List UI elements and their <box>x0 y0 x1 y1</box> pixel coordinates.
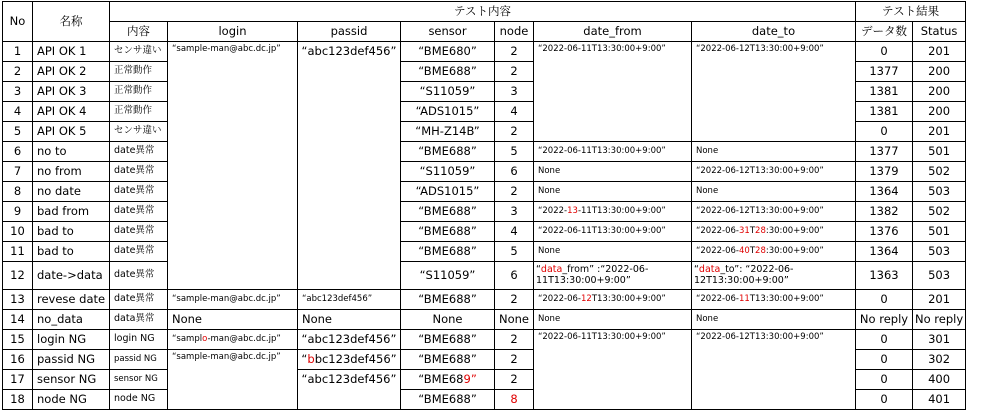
cell-date-from: None <box>534 310 692 330</box>
cell-status: 400 <box>913 370 966 390</box>
cell-node: 3 <box>495 82 534 102</box>
passid-text: bc123def456” <box>314 352 397 367</box>
table-row <box>3 290 966 310</box>
cell-count: 0 <box>856 122 913 142</box>
cell-status: 503 <box>913 262 966 290</box>
header-date-from: date_from <box>534 22 692 42</box>
cell-sensor: “MH-Z14B” <box>401 122 495 142</box>
date-text: -11T13:30:00+9:00” <box>577 205 666 216</box>
table-row <box>3 142 966 162</box>
header-passid: passid <box>298 22 401 42</box>
sensor-text: “BME68 <box>418 372 464 387</box>
cell-sensor: “BME688” <box>401 202 495 222</box>
cell-status: 302 <box>913 350 966 370</box>
cell-status: 501 <box>913 222 966 242</box>
header-date-to: date_to <box>692 22 856 42</box>
error-highlight: 9” <box>463 372 477 387</box>
cell-date-to: “2022-06-12T13:30:00+9:00” <box>692 42 856 142</box>
cell-content: login NG <box>110 330 168 350</box>
error-highlight: 40 <box>739 245 750 256</box>
cell-status: 401 <box>913 390 966 410</box>
cell-sensor: None <box>401 310 495 330</box>
cell-count: 1377 <box>856 142 913 162</box>
date-text: “ <box>694 263 699 275</box>
error-highlight: data <box>540 263 563 275</box>
date-text: “2022-06- <box>696 225 739 236</box>
cell-status: No reply <box>913 310 966 330</box>
cell-name: API OK 5 <box>33 122 110 142</box>
cell-name: sensor NG <box>33 370 110 390</box>
cell-no: 10 <box>3 222 33 242</box>
cell-count: 1364 <box>856 182 913 202</box>
cell-content: date異常 <box>110 222 168 242</box>
cell-content: sensor NG <box>110 370 168 390</box>
cell-no: 11 <box>3 242 33 262</box>
cell-date-to: None <box>692 310 856 330</box>
cell-date-from: None <box>534 162 692 182</box>
error-highlight: o <box>202 333 208 344</box>
date-text: :30:00+9:00” <box>765 245 824 256</box>
table-row <box>3 330 966 350</box>
cell-no: 15 <box>3 330 33 350</box>
login-text: -man@abc.dc.jp” <box>207 333 281 344</box>
cell-no: 14 <box>3 310 33 330</box>
cell-date-from: “2022-06-11T13:30:00+9:00” <box>534 42 692 142</box>
cell-name: bad to <box>33 242 110 262</box>
cell-passid: “abc123def456” <box>298 290 401 310</box>
cell-name: date->data <box>33 262 110 290</box>
cell-content: date異常 <box>110 290 168 310</box>
cell-sensor <box>401 370 495 390</box>
cell-content: センサ違い <box>110 122 168 142</box>
cell-sensor: “ADS1015” <box>401 102 495 122</box>
cell-count: 1381 <box>856 82 913 102</box>
cell-content: passid NG <box>110 350 168 370</box>
date-text: T <box>749 225 756 236</box>
cell-no: 9 <box>3 202 33 222</box>
date-text: _from” :“2022-06-11T13:30:00+9:00” <box>536 263 649 286</box>
cell-status: 201 <box>913 290 966 310</box>
cell-date-to <box>692 290 856 310</box>
api-test-table <box>2 1 966 410</box>
cell-date-to: None <box>692 182 856 202</box>
cell-sensor: “BME680” <box>401 42 495 62</box>
passid-text: “ <box>301 352 308 367</box>
cell-date-to <box>692 262 856 290</box>
table-row <box>3 42 966 62</box>
header-login: login <box>168 22 298 42</box>
cell-count: 1363 <box>856 262 913 290</box>
cell-node: 2 <box>495 182 534 202</box>
cell-content: センサ違い <box>110 42 168 62</box>
header-name: 名称 <box>33 2 110 42</box>
cell-content: date異常 <box>110 142 168 162</box>
cell-date-from: “2022-06-11T13:30:00+9:00” <box>534 142 692 162</box>
cell-status: 200 <box>913 82 966 102</box>
cell-status: 503 <box>913 242 966 262</box>
cell-node: 6 <box>495 262 534 290</box>
date-text: “ <box>536 263 541 275</box>
cell-node: 2 <box>495 350 534 370</box>
cell-status: 201 <box>913 42 966 62</box>
cell-node: 5 <box>495 142 534 162</box>
cell-sensor: “S11059” <box>401 262 495 290</box>
cell-sensor: “BME688” <box>401 290 495 310</box>
cell-date-to: “2022-06-12T13:30:00+9:00” <box>692 162 856 182</box>
cell-name: bad to <box>33 222 110 242</box>
cell-count: 0 <box>856 350 913 370</box>
cell-name: API OK 4 <box>33 102 110 122</box>
cell-date-from: None <box>534 182 692 202</box>
cell-content: 正常動作 <box>110 82 168 102</box>
cell-name: no from <box>33 162 110 182</box>
cell-no: 5 <box>3 122 33 142</box>
cell-date-from: “2022-06-11T13:30:00+9:00” <box>534 330 692 410</box>
cell-date-to: “2022-06-12T13:30:00+9:00” <box>692 330 856 410</box>
table-row <box>3 310 966 330</box>
error-highlight: b <box>307 352 315 367</box>
cell-login: “sample-man@abc.dc.jp” <box>168 42 298 290</box>
cell-count: 0 <box>856 290 913 310</box>
error-highlight: 11 <box>739 293 750 304</box>
cell-passid: “abc123def456” <box>298 42 401 290</box>
test-table-container <box>2 1 966 410</box>
cell-count: 1379 <box>856 162 913 182</box>
cell-login <box>168 330 298 350</box>
cell-content: 正常動作 <box>110 62 168 82</box>
cell-date-from <box>534 202 692 222</box>
cell-status: 502 <box>913 202 966 222</box>
cell-count: 0 <box>856 42 913 62</box>
cell-passid <box>298 350 401 370</box>
cell-name: no to <box>33 142 110 162</box>
cell-status: 200 <box>913 102 966 122</box>
cell-passid: None <box>298 310 401 330</box>
cell-name: API OK 2 <box>33 62 110 82</box>
cell-no: 13 <box>3 290 33 310</box>
table-row <box>3 222 966 242</box>
cell-sensor: “BME688” <box>401 62 495 82</box>
cell-node: None <box>495 310 534 330</box>
cell-count: 1364 <box>856 242 913 262</box>
cell-node: 2 <box>495 122 534 142</box>
cell-status: 201 <box>913 122 966 142</box>
cell-status: 200 <box>913 62 966 82</box>
cell-count: 1376 <box>856 222 913 242</box>
cell-status: 502 <box>913 162 966 182</box>
date-text: :30:00+9:00” <box>765 225 824 236</box>
cell-count: 1382 <box>856 202 913 222</box>
table-row <box>3 262 966 290</box>
cell-name: no_data <box>33 310 110 330</box>
cell-sensor: “BME688” <box>401 330 495 350</box>
cell-count: 1381 <box>856 102 913 122</box>
cell-name: passid NG <box>33 350 110 370</box>
cell-node: 8 <box>495 390 534 410</box>
cell-no: 17 <box>3 370 33 390</box>
cell-name: no date <box>33 182 110 202</box>
cell-node: 4 <box>495 222 534 242</box>
cell-sensor: “BME688” <box>401 222 495 242</box>
header-no: No <box>3 2 33 42</box>
cell-sensor: “S11059” <box>401 82 495 102</box>
cell-name: node NG <box>33 390 110 410</box>
cell-count: 0 <box>856 330 913 350</box>
cell-node: 2 <box>495 330 534 350</box>
date-text: _to”: “2022-06-12T13:30:00+9:00” <box>694 263 794 286</box>
cell-status: 301 <box>913 330 966 350</box>
cell-no: 4 <box>3 102 33 122</box>
date-text: “2022-06- <box>696 293 739 304</box>
cell-no: 8 <box>3 182 33 202</box>
cell-count: 0 <box>856 370 913 390</box>
error-highlight: 28 <box>755 225 766 236</box>
cell-sensor: “BME688” <box>401 390 495 410</box>
cell-content: date異常 <box>110 262 168 290</box>
cell-no: 3 <box>3 82 33 102</box>
cell-login: None <box>168 310 298 330</box>
date-text: T13:30:00+9:00” <box>749 293 824 304</box>
cell-sensor: “BME688” <box>401 142 495 162</box>
cell-node: 4 <box>495 102 534 122</box>
cell-no: 1 <box>3 42 33 62</box>
login-text: “sampl <box>172 333 203 344</box>
date-text: “2022- <box>538 205 568 216</box>
cell-content: date異常 <box>110 182 168 202</box>
header-test-result: テスト結果 <box>856 2 966 22</box>
header-status: Status <box>913 22 966 42</box>
error-highlight: 13 <box>567 205 578 216</box>
header-content: 内容 <box>110 22 168 42</box>
cell-name: revese date <box>33 290 110 310</box>
table-row <box>3 162 966 182</box>
cell-passid: “abc123def456” <box>298 330 401 350</box>
error-highlight: data <box>698 263 721 275</box>
error-highlight: 28 <box>755 245 766 256</box>
cell-date-to <box>692 242 856 262</box>
header-node: node <box>495 22 534 42</box>
cell-node: 5 <box>495 242 534 262</box>
cell-name: API OK 3 <box>33 82 110 102</box>
cell-status: 503 <box>913 182 966 202</box>
cell-no: 16 <box>3 350 33 370</box>
cell-date-from <box>534 290 692 310</box>
cell-content: date異常 <box>110 242 168 262</box>
cell-date-to <box>692 222 856 242</box>
date-text: “2022-06- <box>696 245 739 256</box>
cell-node: 2 <box>495 290 534 310</box>
cell-content: node NG <box>110 390 168 410</box>
header-count: データ数 <box>856 22 913 42</box>
cell-count: No reply <box>856 310 913 330</box>
cell-date-from <box>534 262 692 290</box>
cell-content: 正常動作 <box>110 102 168 122</box>
cell-node: 6 <box>495 162 534 182</box>
cell-status: 501 <box>913 142 966 162</box>
cell-node: 2 <box>495 370 534 390</box>
header-test-content: テスト内容 <box>110 2 856 22</box>
cell-login: “sample-man@abc.dc.jp” <box>168 350 298 410</box>
cell-sensor: “BME688” <box>401 242 495 262</box>
cell-login: “sample-man@abc.dc.jp” <box>168 290 298 310</box>
table-row <box>3 202 966 222</box>
cell-node: 3 <box>495 202 534 222</box>
cell-sensor: “BME688” <box>401 350 495 370</box>
error-highlight: 31 <box>739 225 750 236</box>
header-sensor: sensor <box>401 22 495 42</box>
cell-no: 2 <box>3 62 33 82</box>
cell-date-from: None <box>534 242 692 262</box>
cell-date-to: “2022-06-12T13:30:00+9:00” <box>692 202 856 222</box>
cell-content: date異常 <box>110 202 168 222</box>
cell-date-to: None <box>692 142 856 162</box>
cell-node: 2 <box>495 42 534 62</box>
cell-content: data異常 <box>110 310 168 330</box>
cell-no: 12 <box>3 262 33 290</box>
cell-count: 0 <box>856 390 913 410</box>
date-text: T <box>749 245 756 256</box>
cell-name: login NG <box>33 330 110 350</box>
cell-node: 2 <box>495 62 534 82</box>
cell-no: 18 <box>3 390 33 410</box>
error-highlight: 12 <box>581 293 592 304</box>
cell-date-from: “2022-06-11T13:30:00+9:00” <box>534 222 692 242</box>
table-row <box>3 182 966 202</box>
cell-no: 7 <box>3 162 33 182</box>
cell-content: date異常 <box>110 162 168 182</box>
cell-sensor: “S11059” <box>401 162 495 182</box>
cell-sensor: “ADS1015” <box>401 182 495 202</box>
date-text: T13:30:00+9:00” <box>591 293 666 304</box>
table-row <box>3 242 966 262</box>
date-text: “2022-06- <box>538 293 581 304</box>
cell-passid: “abc123def456” <box>298 370 401 410</box>
cell-count: 1377 <box>856 62 913 82</box>
cell-name: bad from <box>33 202 110 222</box>
cell-no: 6 <box>3 142 33 162</box>
cell-name: API OK 1 <box>33 42 110 62</box>
